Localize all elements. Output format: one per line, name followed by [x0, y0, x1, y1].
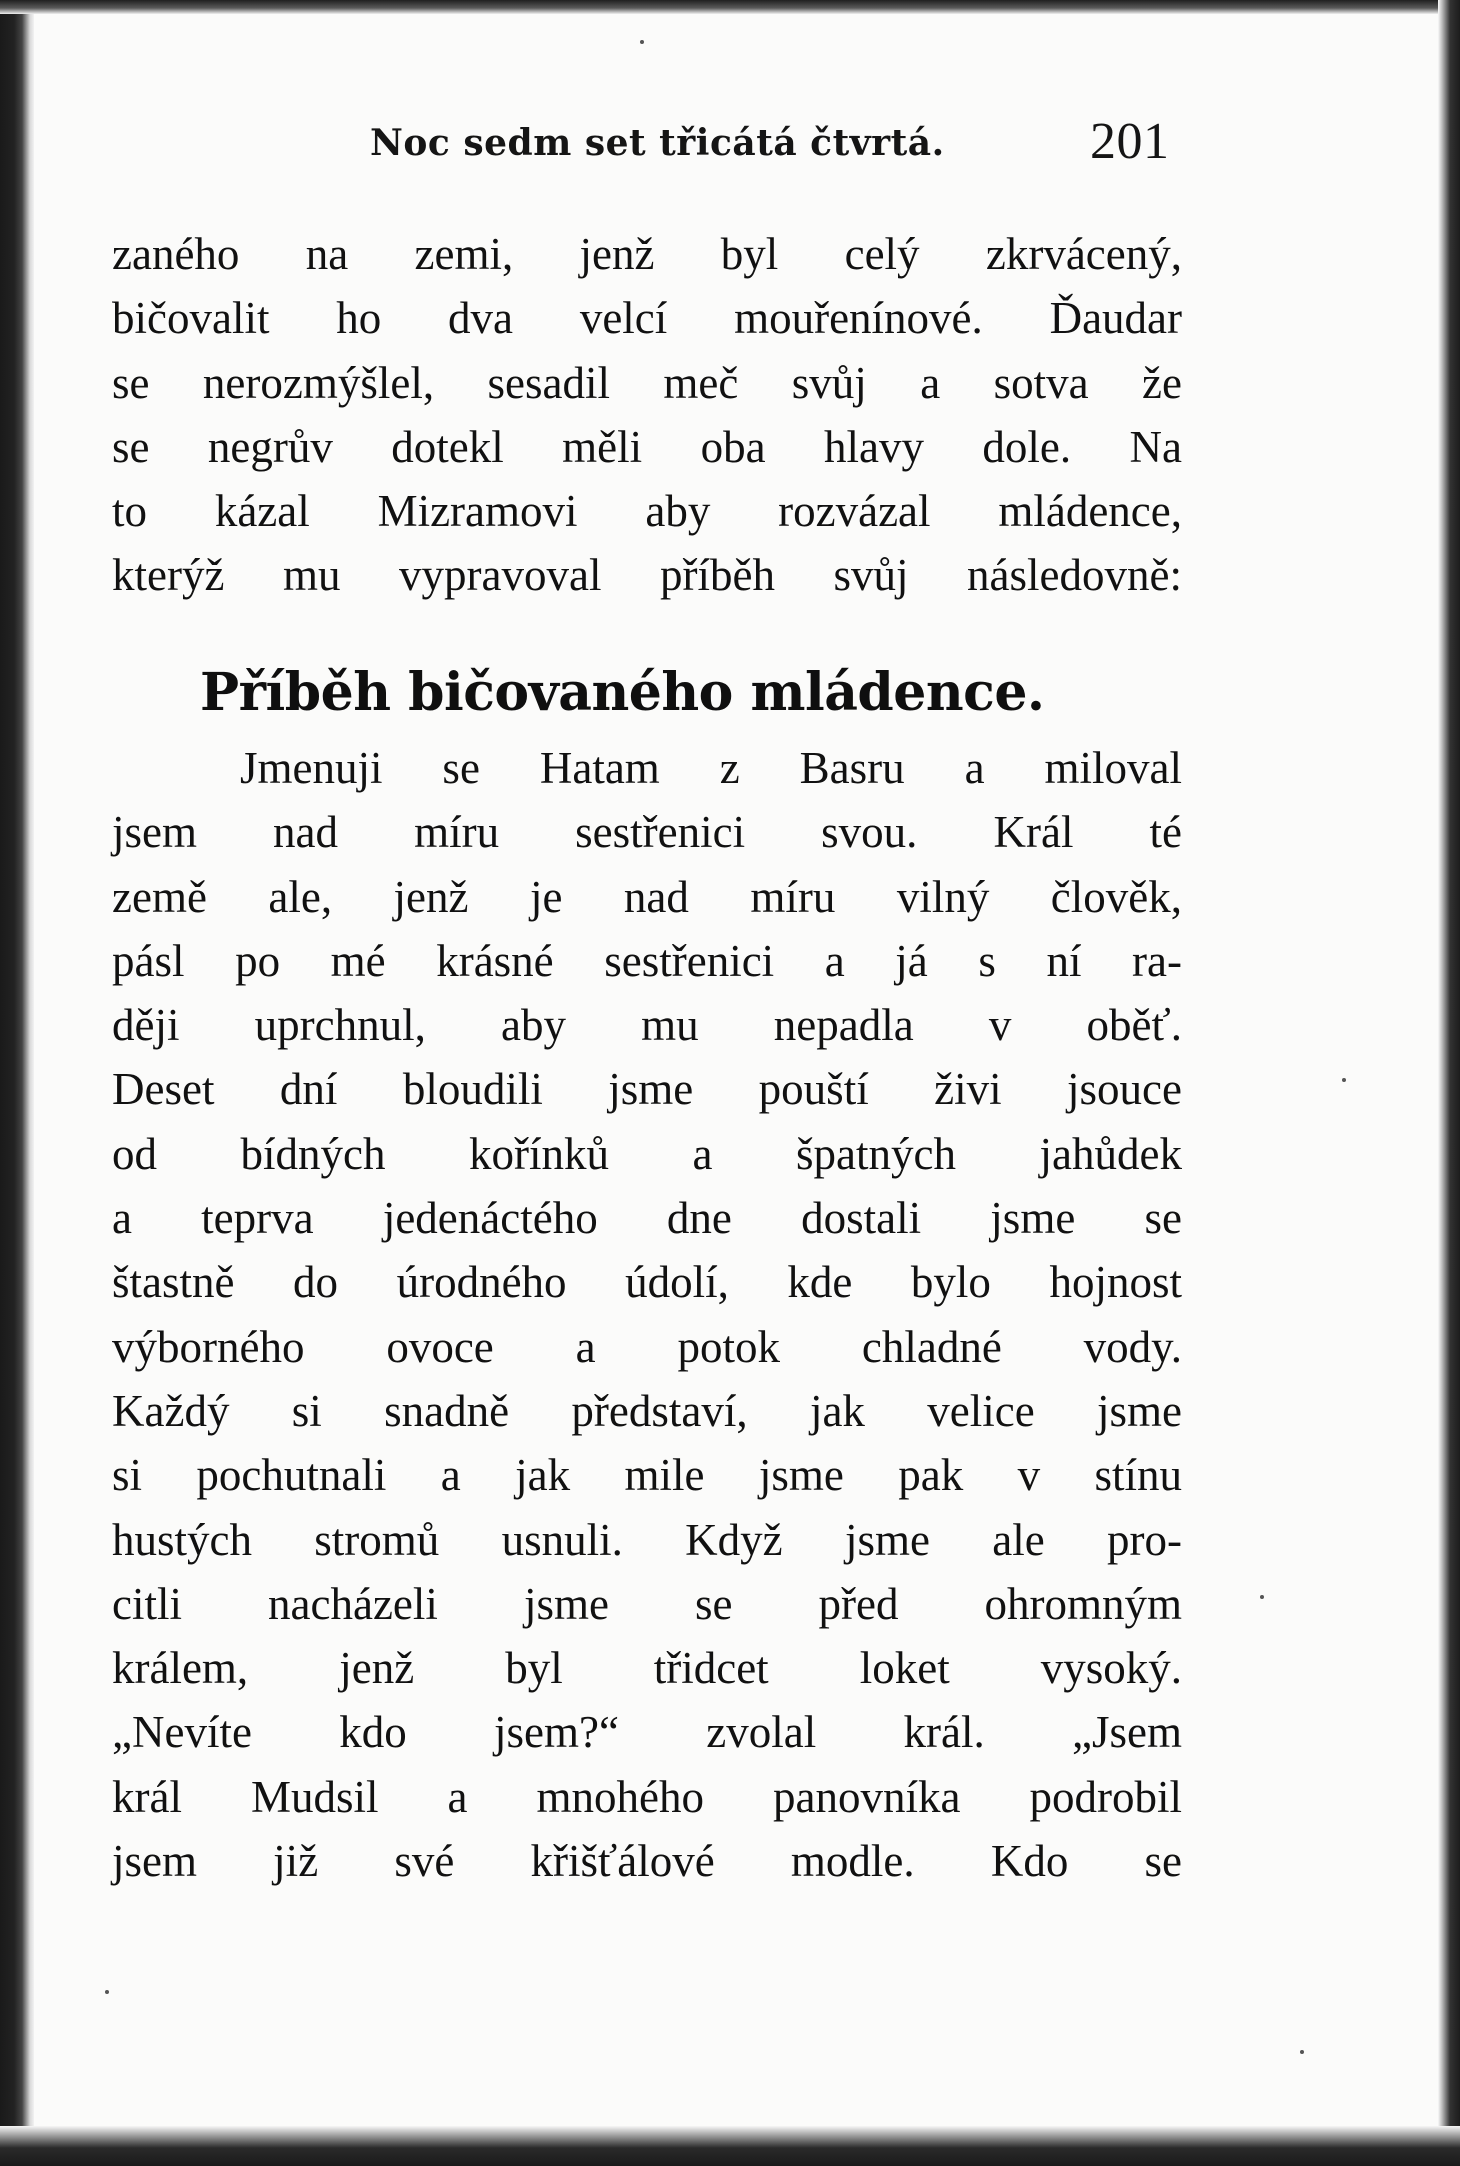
text-line: králem, jenž byl třidcet loket vysoký.	[112, 1643, 1182, 1694]
section-heading: Příběh bičovaného mládence.	[200, 662, 1045, 723]
running-title: Noc sedm set třicátá čtvrtá.	[370, 122, 945, 164]
text-line: král Mudsil a mnohého panovníka podrobil	[112, 1771, 1182, 1822]
text-line: to kázal Mizramovi aby rozvázal mládence,	[112, 486, 1182, 537]
text-line: štastně do úrodného údolí, kde bylo hojnost	[112, 1257, 1182, 1308]
paper-speck	[1342, 1078, 1346, 1082]
text-line: a teprva jedenáctého dne dostali jsme se	[112, 1193, 1182, 1244]
text-line: pásl po mé krásné sestřenici a já s ní ra-	[112, 935, 1182, 986]
text-line: bičovalit ho dva velcí mouřenínové. Ďaudar	[112, 293, 1182, 344]
binding-edge	[0, 0, 34, 2166]
text-line: výborného ovoce a potok chladné vody.	[112, 1321, 1182, 1372]
text-line: citli nacházeli jsme se před ohromným	[112, 1578, 1182, 1629]
paper-speck	[640, 40, 644, 44]
text-line: ději uprchnul, aby mu nepadla v oběť.	[112, 1000, 1182, 1051]
paragraph-continued	[112, 222, 1182, 608]
text-line: Deset dní bloudili jsme pouští živi jsouce	[112, 1064, 1182, 1115]
text-line: jsem již své křišťálové modle. Kdo se	[112, 1836, 1182, 1887]
text-line: Jmenuji se Hatam z Basru a miloval	[240, 743, 1182, 793]
paper-speck	[1260, 1595, 1264, 1599]
text-line: se nerozmýšlel, sesadil meč svůj a sotva že	[112, 357, 1182, 408]
paper-speck	[105, 1990, 109, 1994]
text-line: zaného na zemi, jenž byl celý zkrvácený,	[112, 229, 1182, 279]
text-line: „Nevíte kdo jsem?“ zvolal král. „Jsem	[112, 1707, 1182, 1758]
story-paragraph	[112, 736, 1182, 1893]
text-line: Každý si snadně představí, jak velice jsme	[112, 1385, 1182, 1436]
text-line: kterýž mu vypravoval příběh svůj následovně:	[112, 550, 1182, 601]
paper-speck	[1300, 2050, 1304, 2054]
bottom-edge	[0, 2126, 1460, 2166]
top-edge	[0, 0, 1460, 14]
text-line: se negrův dotekl měli oba hlavy dole. Na	[112, 421, 1182, 472]
right-edge	[1438, 0, 1460, 2166]
page-number: 201	[1090, 113, 1170, 170]
text-line: si pochutnali a jak mile jsme pak v stínu	[112, 1450, 1182, 1501]
text-line: země ale, jenž je nad míru vilný člověk,	[112, 871, 1182, 922]
text-line: jsem nad míru sestřenici svou. Král té	[112, 807, 1182, 858]
text-line: od bídných kořínků a špatných jahůdek	[112, 1128, 1182, 1179]
text-line: hustých stromů usnuli. Když jsme ale pro-	[112, 1514, 1182, 1565]
